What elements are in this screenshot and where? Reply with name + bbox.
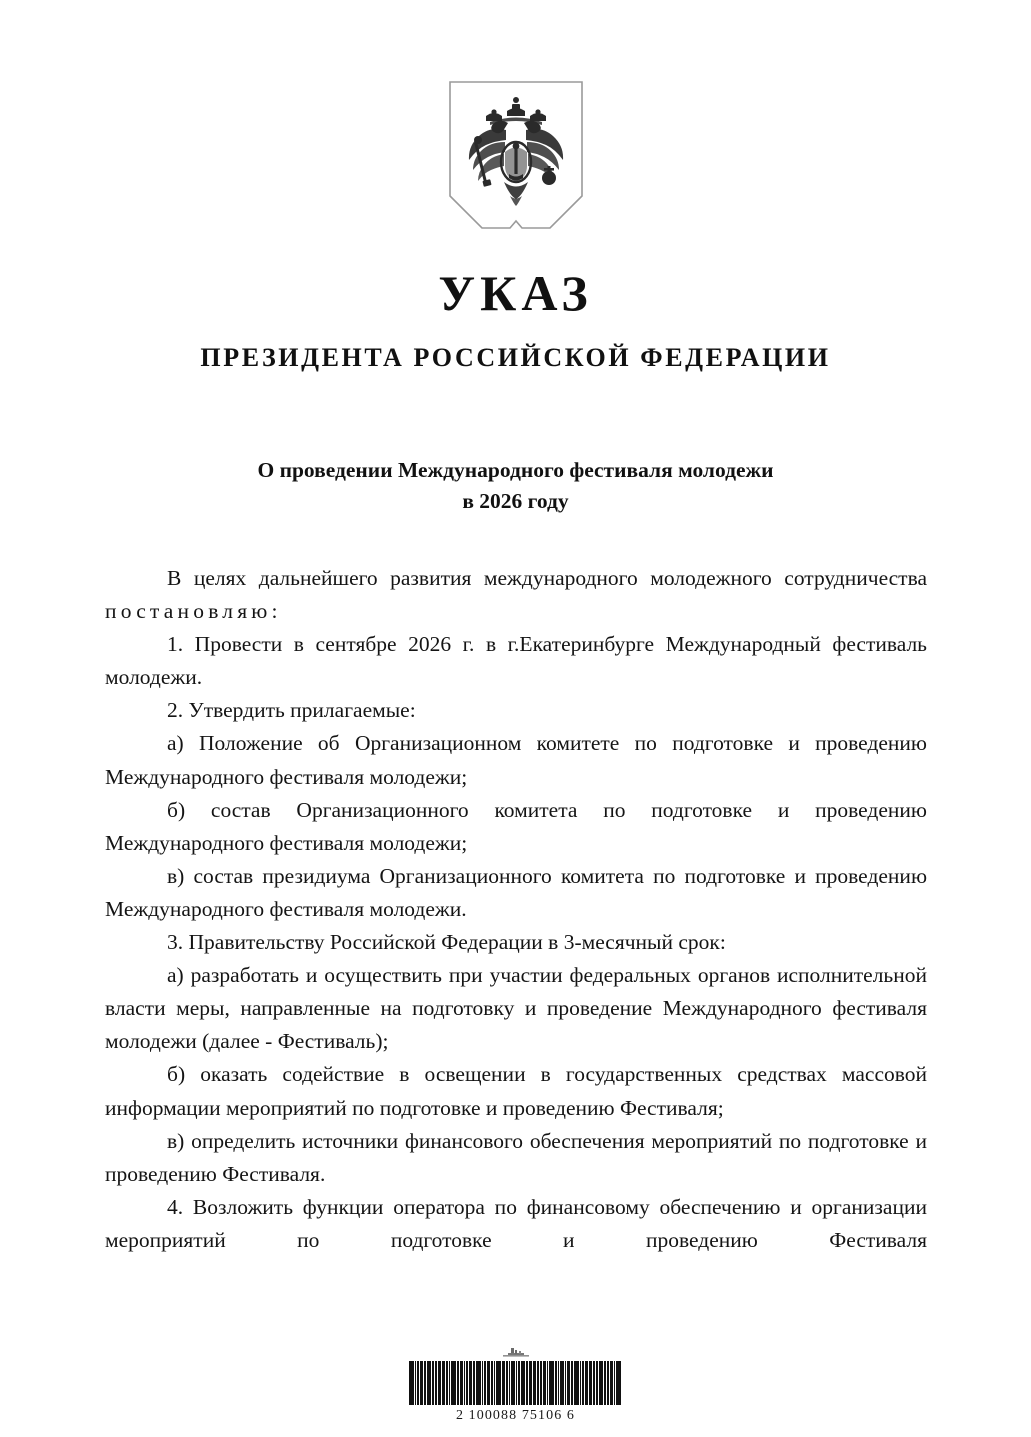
barcode-bars <box>409 1361 622 1405</box>
paragraph-item-4: 4. Возложить функции оператора по финансовому обеспечению и организации мероприятий по подготовке и проведению Фестиваля <box>105 1194 927 1252</box>
russian-coat-of-arms-icon <box>446 78 586 230</box>
document-body <box>105 562 927 1257</box>
document-authority: ПРЕЗИДЕНТА РОССИЙСКОЙ ФЕДЕРАЦИИ <box>200 343 831 372</box>
barcode-top-mark-icon <box>499 1348 533 1360</box>
paragraph-preamble <box>105 562 927 628</box>
document-title: УКАЗ <box>438 265 593 321</box>
paragraph-item-3b: б) оказать содействие в освещении в государственных средствах массовой информации мероприятий по подготовке и проведению Фестиваля; <box>105 1062 927 1120</box>
paragraph-item-2a: а) Положение об Организационном комитете по подготовке и проведению Международного фестиваля молодежи; <box>105 731 927 789</box>
document-subject <box>150 455 881 516</box>
preamble-tail: : <box>271 599 278 624</box>
paragraph-item-3a: а) разработать и осуществить при участии федеральных органов исполнительной власти меры, направленные на подготовку и проведение Международного фестиваля молодежи (далее - Фестиваль); <box>105 963 927 1054</box>
barcode-number: 2 100088 75106 6 <box>455 1408 576 1423</box>
preamble-emphasis: постановляю <box>105 599 272 624</box>
paragraph-item-3: 3. Правительству Российской Федерации в 3-месячный срок: <box>167 930 726 955</box>
paragraph-item-2: 2. Утвердить прилагаемые: <box>167 698 416 723</box>
document-barcode <box>0 1348 1031 1424</box>
paragraph-item-2b: б) состав Организационного комитета по подготовке и проведению Международного фестиваля молодежи; <box>105 797 927 855</box>
paragraph-item-3v: в) определить источники финансового обеспечения мероприятий по подготовке и проведению Фестиваля. <box>105 1128 927 1186</box>
paragraph-item-1: 1. Провести в сентябре 2026 г. в г.Екатеринбурге Международный фестиваль молодежи. <box>105 632 927 690</box>
subject-line-1: О проведении Международного фестиваля молодежи <box>257 458 774 482</box>
coat-of-arms-emblem <box>0 78 1031 230</box>
subject-line-2: в 2026 году <box>462 488 569 513</box>
paragraph-item-2v: в) состав президиума Организационного комитета по подготовке и проведению Международного фестиваля молодежи. <box>105 863 927 921</box>
preamble-lead: В целях дальнейшего развития международного молодежного сотрудничества <box>167 566 927 590</box>
